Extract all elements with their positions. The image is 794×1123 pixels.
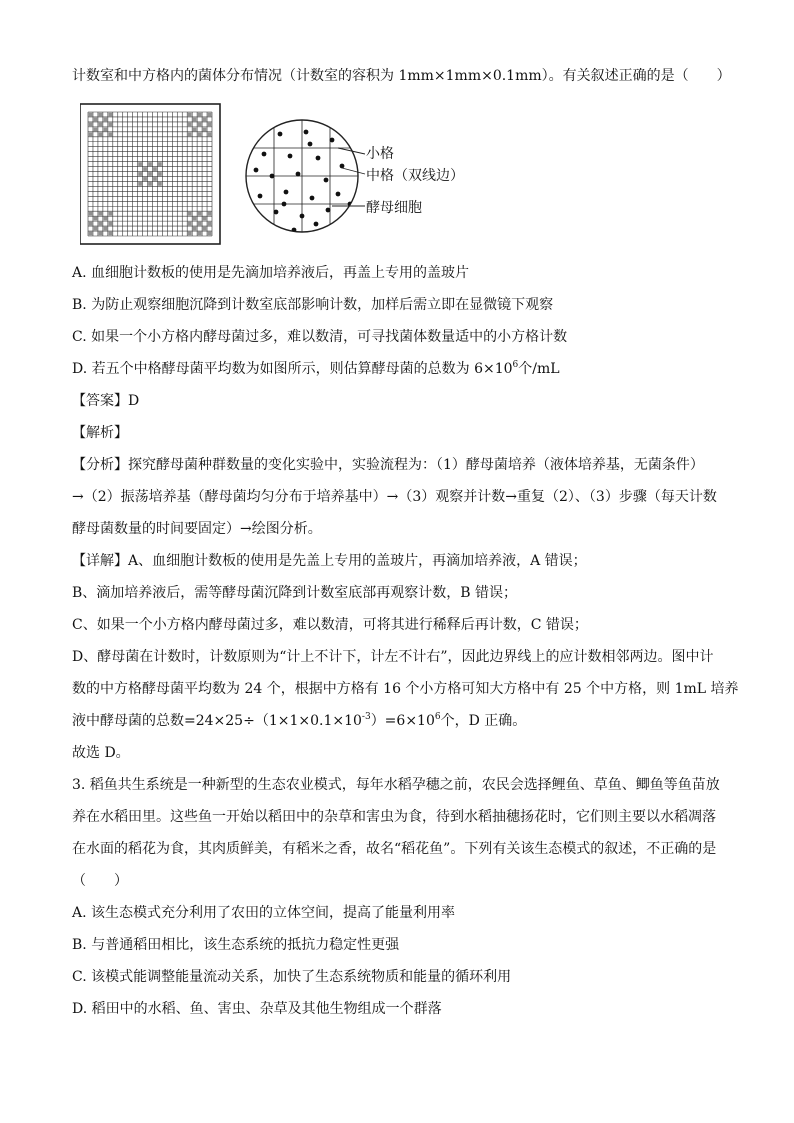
q2-option-d-unit: 个/mL <box>518 361 560 377</box>
grid-patch-cell <box>198 232 202 236</box>
grid-patch-cell <box>89 132 93 136</box>
q2-option-a: A. 血细胞计数板的使用是先滴加培养液后，再盖上专用的盖玻片 <box>72 265 470 281</box>
yeast-cell-dot <box>300 214 305 219</box>
yeast-cell-dot <box>254 168 259 173</box>
detail-line-2: B、滴加培养液后，需等酵母菌沉降到计数室底部再观察计数，B 错误； <box>72 585 518 601</box>
grid-patch-cell <box>198 132 202 136</box>
yeast-cell-dot <box>282 202 287 207</box>
yeast-cell-dot <box>278 132 283 137</box>
yeast-cell-dot <box>336 192 341 197</box>
grid-patch-cell <box>188 132 192 136</box>
grid-patch-cell <box>94 127 98 131</box>
yeast-cell-dot <box>284 190 289 195</box>
grid-patch-cell <box>103 227 107 231</box>
answer: 【答案】D <box>72 393 140 409</box>
grid-patch-cell <box>103 127 107 131</box>
hemocytometer-figure <box>80 100 480 250</box>
grid-chamber <box>80 104 220 244</box>
yeast-cell-dot <box>270 174 275 179</box>
grid-patch-cell <box>208 113 212 117</box>
q2-option-b: B. 为防止观察细胞沉降到计数室底部影响计数，加样后需立即在显微镜下观察 <box>72 297 554 313</box>
grid-patch-cell <box>208 212 212 216</box>
grid-patch-cell <box>108 232 112 236</box>
grid-patch-cell <box>198 212 202 216</box>
detail-line-5: 数的中方格酵母菌平均数为 24 个，根据中方格有 16 个小方格可知大方格中有 25 个中方格，则 1mL 培养 <box>72 681 739 697</box>
grid-patch-cell <box>193 227 197 231</box>
grid-patch-cell <box>89 113 93 117</box>
grid-patch-cell <box>108 123 112 127</box>
grid-patch-cell <box>198 222 202 226</box>
grid-patch-cell <box>148 172 152 176</box>
grid-patch-cell <box>158 162 162 166</box>
grid-patch-cell <box>138 172 142 176</box>
detail-line-1: 【详解】A、血细胞计数板的使用是先盖上专用的盖玻片，再滴加培养液，A 错误； <box>72 553 587 569</box>
grid-patch-cell <box>99 113 103 117</box>
grid-patch-cell <box>99 132 103 136</box>
grid-patch-cell <box>99 212 103 216</box>
grid-patch-cell <box>198 123 202 127</box>
grid-patch-cell <box>143 167 147 171</box>
grid-patch-cell <box>148 182 152 186</box>
q3-stem-line-2: 养在水稻田里。这些鱼一开始以稻田中的杂草和害虫为食，待到水稻抽穗扬花时，它们则主要以水稻凋落 <box>72 809 716 825</box>
analysis-heading: 【解析】 <box>72 425 128 441</box>
grid-patch-cell <box>203 217 207 221</box>
grid-patch-cell <box>89 123 93 127</box>
analysis-line-1: 【分析】探究酵母菌种群数量的变化实验中，实验流程为：（1）酵母菌培养（液体培养基，无菌条件） <box>72 457 704 473</box>
grid-patch-cell <box>188 222 192 226</box>
grid-patch-cell <box>99 232 103 236</box>
grid-patch-cell <box>143 177 147 181</box>
yeast-cell-dot <box>296 172 301 177</box>
grid-patch-cell <box>99 222 103 226</box>
yeast-cell-dot <box>330 138 335 143</box>
grid-patch-cell <box>108 113 112 117</box>
yeast-cell-dot <box>274 210 279 215</box>
q3-option-b: B. 与普通稻田相比，该生态系统的抵抗力稳定性更强 <box>72 937 400 953</box>
grid-patch-cell <box>208 123 212 127</box>
q2-option-d-exponent: 6 <box>512 360 519 370</box>
grid-patch-cell <box>108 212 112 216</box>
yeast-cell-dot <box>258 194 263 199</box>
label-yeast-cell: 酵母细胞 <box>366 200 422 216</box>
grid-patch-cell <box>89 222 93 226</box>
detail-6-exp2: 6 <box>434 712 441 722</box>
grid-patch-cell <box>138 162 142 166</box>
grid-patch-cell <box>193 118 197 122</box>
grid-patch-cell <box>94 118 98 122</box>
grid-patch-cell <box>89 212 93 216</box>
detail-6-c: 个，D 正确。 <box>440 713 527 729</box>
q3-stem-line-1: 3. 稻鱼共生系统是一种新型的生态农业模式，每年水稻孕穗之前，农民会选择鲤鱼、草鱼、鲫鱼等鱼苗放 <box>72 777 720 793</box>
grid-patch-cell <box>94 227 98 231</box>
grid-patch-cell <box>188 232 192 236</box>
q3-option-d: D. 稻田中的水稻、鱼、害虫、杂草及其他生物组成一个群落 <box>72 1001 442 1017</box>
grid-patch-cell <box>208 222 212 226</box>
analysis-line-2: →（2）振荡培养基（酵母菌均匀分布于培养基中）→（3）观察并计数→重复（2）、（3）步骤（每天计数 <box>72 489 717 505</box>
yeast-cell-dot <box>314 222 319 227</box>
q2-option-d-text: D. 若五个中格酵母菌平均数为如图所示，则估算酵母菌的总数为 6×10 <box>72 361 513 377</box>
yeast-cell-dot <box>310 196 315 201</box>
grid-patch-cell <box>188 123 192 127</box>
conclusion: 故选 D。 <box>72 745 130 761</box>
q3-option-c: C. 该模式能调整能量流动关系，加快了生态系统物质和能量的循环利用 <box>72 969 512 985</box>
grid-patch-cell <box>148 162 152 166</box>
yeast-cell-dot <box>324 178 329 183</box>
detail-line-3: C、如果一个小方格内酵母菌过多，难以数清，可将其进行稀释后再计数，C 错误； <box>72 617 588 633</box>
grid-patch-cell <box>94 217 98 221</box>
label-small-square: 小格 <box>366 146 394 162</box>
grid-patch-cell <box>153 167 157 171</box>
yeast-cell-dot <box>308 142 313 147</box>
grid-patch-cell <box>208 132 212 136</box>
detail-line-4: D、酵母菌在计数时，计数原则为“计上不计下，计左不计右”，因此边界线上的应计数相邻两边。图中计 <box>72 649 714 665</box>
detail-6-b: ）=6×10 <box>370 713 435 729</box>
grid-patch-cell <box>203 127 207 131</box>
grid-patch-cell <box>103 118 107 122</box>
grid-patch-cell <box>103 217 107 221</box>
grid-patch-cell <box>108 132 112 136</box>
grid-patch-cell <box>89 232 93 236</box>
q3-option-a: A. 该生态模式充分利用了农田的立体空间，提高了能量利用率 <box>72 905 456 921</box>
grid-patch-cell <box>208 232 212 236</box>
label-medium-square: 中格（双线边） <box>366 168 464 184</box>
grid-patch-cell <box>138 182 142 186</box>
yeast-cell-dot <box>326 208 331 213</box>
magnified-medium-square <box>246 120 358 232</box>
q3-stem-line-4: （ ） <box>72 873 128 889</box>
grid-patch-cell <box>188 113 192 117</box>
detail-6-exp1: -3 <box>361 712 371 722</box>
yeast-cell-dot <box>304 130 309 135</box>
grid-patch-cell <box>108 222 112 226</box>
grid-patch-cell <box>158 172 162 176</box>
yeast-cell-dot <box>340 164 345 169</box>
yeast-cell-dot <box>262 152 267 157</box>
yeast-cell-dot <box>288 154 293 159</box>
grid-patch-cell <box>153 177 157 181</box>
grid-patch-cell <box>203 227 207 231</box>
stem-tail: 计数室和中方格内的菌体分布情况（计数室的容积为 1mm×1mm×0.1mm）。有关叙述正确的是（ ） <box>72 68 731 84</box>
grid-patch-cell <box>198 113 202 117</box>
yeast-cell-dot <box>264 222 269 227</box>
q2-option-d <box>72 359 560 379</box>
detail-line-6 <box>72 711 526 731</box>
grid-patch-cell <box>158 182 162 186</box>
grid-patch-cell <box>193 127 197 131</box>
grid-patch-cell <box>99 123 103 127</box>
grid-patch-cell <box>193 217 197 221</box>
analysis-line-3: 酵母菌数量的时间要固定）→绘图分析。 <box>72 521 322 537</box>
yeast-cell-dot <box>316 156 321 161</box>
grid-patch-cell <box>188 212 192 216</box>
q3-stem-line-3: 在水面的稻花为食，其肉质鲜美，有稻米之香，故名“稻花鱼”。下列有关该生态模式的叙述，不正确的是 <box>72 841 717 857</box>
detail-6-a: 液中酵母菌的总数=24×25÷（1×1×0.1×10 <box>72 713 362 729</box>
q2-option-c: C. 如果一个小方格内酵母菌过多，难以数清，可寻找菌体数量适中的小方格计数 <box>72 329 568 345</box>
grid-patch-cell <box>203 118 207 122</box>
